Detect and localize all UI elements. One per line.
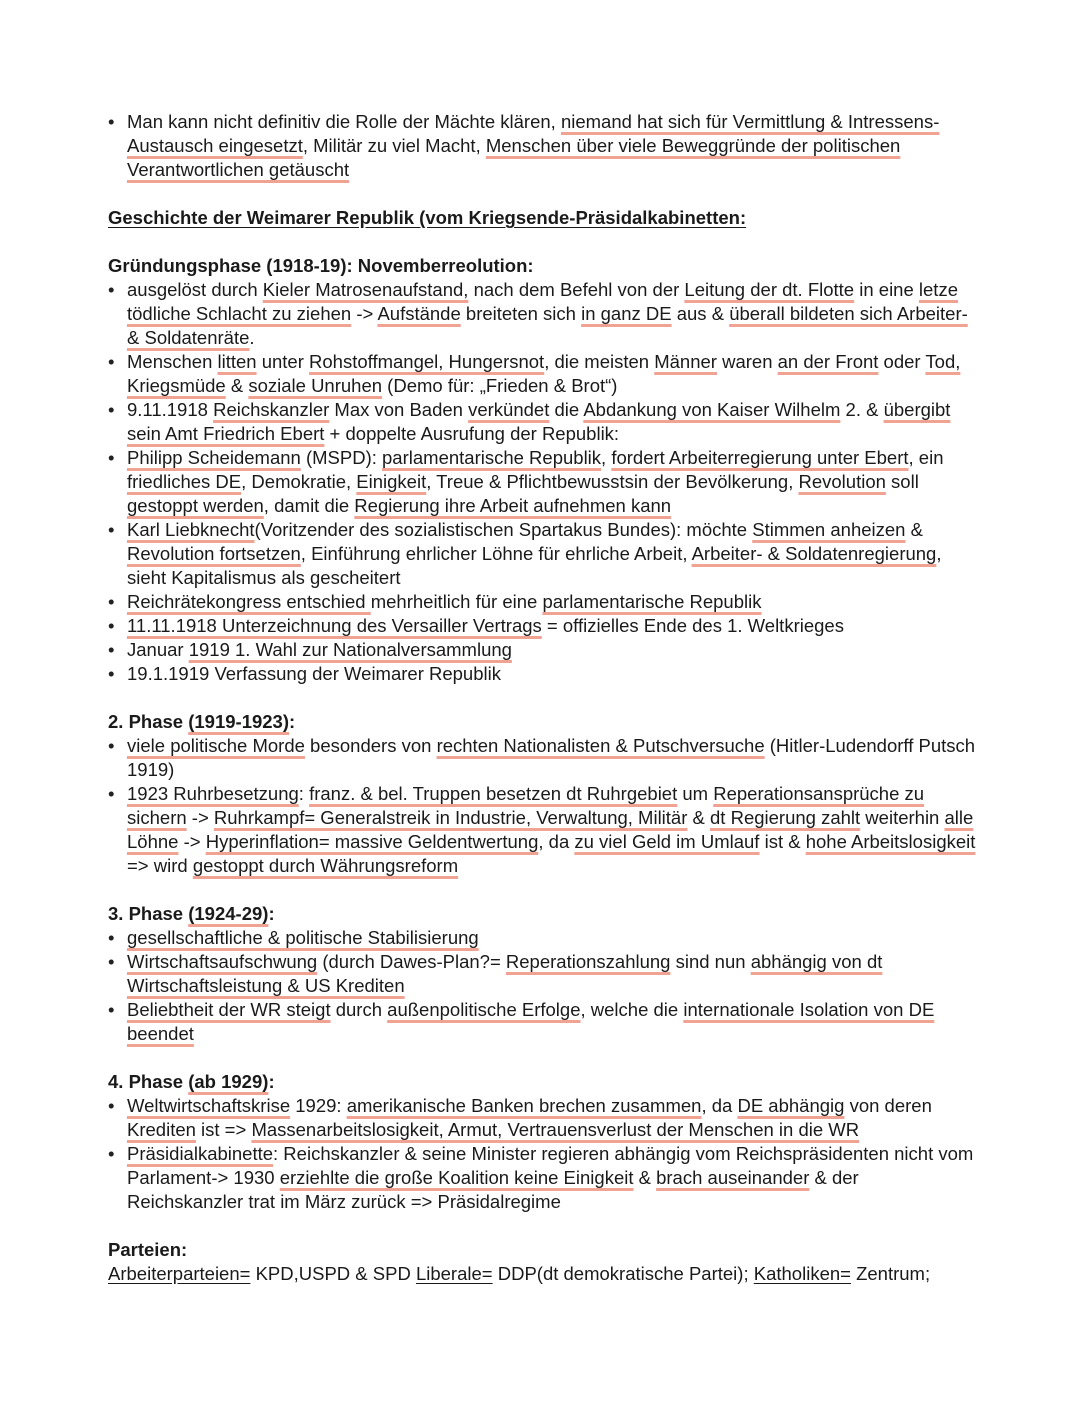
text-segment: die [549,399,584,420]
highlighted-text: Reichrätekongress entschied [127,591,371,612]
text-segment: 1929: [290,1095,347,1116]
text-segment: besonders von [304,735,437,756]
phase-4-section [108,1070,980,1214]
text-segment: , [601,447,612,468]
list-item [108,950,980,998]
highlighted-text: Karl Liebknecht [127,519,255,540]
list-item [108,446,980,518]
highlighted-text: Abdankung von Kaiser Wilhelm [583,399,841,420]
highlighted-text: dt Regierung zahlt [710,807,861,828]
text-segment: breiteten sich [460,303,582,324]
text-segment: & [633,1167,657,1188]
text-segment: => wird [127,855,193,876]
list-item [108,350,980,398]
text-segment: sind nun [670,951,751,972]
text-segment: ist & [759,831,806,852]
highlighted-text: 1923 Ruhrbesetzung [127,783,299,804]
highlighted-text: verkündet [468,399,550,420]
phase-2-section [108,710,980,878]
highlighted-text: Präsidialkabinette [127,1143,274,1164]
highlighted-text: Aufstände [377,303,461,324]
list-item [108,1142,980,1214]
highlighted-text: amerikanische Banken brechen zusammen [346,1095,702,1116]
highlighted-text: gesellschaftliche & politische Stabilisierung [127,927,479,948]
phase-4-heading [108,1070,980,1094]
text-segment: -> [351,303,378,324]
phase-4-heading-colon: : [268,1071,275,1092]
highlighted-text: parlamentarische Republik [382,447,602,468]
highlighted-text: letze tödliche Schlacht zu ziehen [127,279,958,324]
highlighted-text: Philipp Scheidemann [127,447,301,468]
phase-3-heading [108,902,980,926]
list-item [108,734,980,782]
list-item [108,1094,980,1142]
text-segment: , Demokratie, [241,471,357,492]
phase-3-heading-years: (1924-29) [188,903,269,924]
text-segment: Max von Baden [329,399,469,420]
text-segment: -> [186,807,214,828]
text-segment: Januar [127,639,189,660]
text-segment: durch [330,999,388,1020]
highlighted-text: Arbeiter- & Soldatenregierung [691,543,937,564]
text-segment: 19.1.1919 Verfassung der Weimarer Republik [127,663,501,684]
highlighted-text: Leitung der dt. Flotte [684,279,855,300]
highlighted-text: Rohstoffmangel, Hungersnot [309,351,545,372]
phase-4-heading-years: (ab 1929) [188,1071,269,1092]
workers-parties-text: KPD,USPD & SPD [250,1263,416,1284]
highlighted-text: 1919 1. Wahl zur Nationalversammlung [188,639,512,660]
phase-3-heading-label: 3. Phase [108,903,189,924]
text-segment: = offizielles Ende des 1. Weltkrieges [541,615,844,636]
text-segment: Menschen [127,351,218,372]
text-segment: (Voritzender des sozialistischen Spartakus Bundes): möchte [254,519,753,540]
highlighted-text: an der Front [777,351,879,372]
text-segment: (Hitler-Ludendorff Putsch 1919) [127,735,976,780]
highlighted-text: überall bildeten sich Arbeiter- & Soldatenräte [127,303,968,348]
text-segment: , welche die [580,999,684,1020]
list-item [108,782,980,878]
highlighted-text: außenpolitische Erfolge [387,999,581,1020]
text-segment: , damit die [263,495,355,516]
document-title: Geschichte der Weimarer Republik (vom Kriegsende-Präsidalkabinetten: [108,207,747,228]
text-segment: 2. & [840,399,884,420]
text-segment: nach dem Befehl von der [468,279,685,300]
highlighted-text: gestoppt werden [127,495,264,516]
phase-2-heading-colon: : [289,711,296,732]
highlighted-text: 11.11.1918 Unterzeichnung des Versailler Vertrags [127,615,542,636]
highlighted-text: alle Löhne [127,807,974,852]
text-segment: , da [701,1095,738,1116]
highlighted-text: Reperationszahlung [505,951,671,972]
text-segment: -> [178,831,206,852]
highlighted-text: Weltwirtschaftskrise [127,1095,291,1116]
highlighted-text: fordert Arbeiterregierung unter Ebert [611,447,909,468]
workers-parties-label: Arbeiterparteien= [108,1263,251,1284]
highlighted-text: Menschen über viele Beweggründe der politischen Verantwortlichen getäuscht [127,135,901,180]
text-segment: um [677,783,714,804]
text-segment: waren [716,351,778,372]
text-segment: aus & [671,303,730,324]
parties-section [108,1238,980,1286]
list-item [108,518,980,590]
highlighted-text: abhängig von dt Wirtschaftsleistung & US Krediten [127,951,883,996]
highlighted-text: DE abhängig [737,1095,845,1116]
text-segment: : Reichskanzler & seine Minister regieren abhängig vom Reichspräsidenten nicht vom Parlament-> 1930 [127,1143,974,1188]
highlighted-text: Reperationsansprüche zu sichern [127,783,925,828]
phase-3-section [108,902,980,1046]
text-segment: , Einführung ehrlicher Löhne für ehrliche Arbeit, [300,543,692,564]
highlighted-text: internationale Isolation von DE beendet [127,999,935,1044]
highlighted-text: Männer [654,351,717,372]
text-segment: , die meisten [544,351,655,372]
text-segment: , da [538,831,575,852]
liberals-label: Liberale= [415,1263,493,1284]
text-segment: (Demo für: „Frieden & Brot“) [382,375,618,396]
highlighted-text: hohe Arbeitslosigkeit [805,831,976,852]
highlighted-text: Revolution [798,471,886,492]
parties-heading: Parteien: [108,1239,188,1260]
parties-line [108,1262,980,1286]
highlighted-text: in ganz DE [581,303,672,324]
phase-1-heading: Gründungsphase (1918-19): Novemberreolution: [108,255,534,276]
text-segment: , Treue & Pflichtbewusstsin der Bevölkerung, [426,471,799,492]
highlighted-text: Stimmen anheizen [752,519,906,540]
highlighted-text: übergibt sein Amt Friedrich Ebert [127,399,951,444]
highlighted-text: niemand hat sich für Vermittlung & Intressens-Austausch eingesetzt [127,111,940,156]
text-segment: von deren [844,1095,932,1116]
highlighted-text: Reichskanzler [213,399,330,420]
highlighted-text: rechten Nationalisten & Putschversuche [436,735,765,756]
highlighted-text: franz. & bel. Truppen besetzen dt Ruhrgebiet [309,783,678,804]
catholics-text: Zentrum; [850,1263,931,1284]
highlighted-text: Wirtschaftsaufschwung [127,951,318,972]
phase-1-section [108,254,980,686]
list-item [108,110,980,182]
list-item [108,662,980,686]
highlighted-text: Hyperinflation= massive Geldentwertung [205,831,539,852]
text-segment: Man kann nicht definitiv die Rolle der Mächte klären, [127,111,561,132]
highlighted-text: Massenarbeitslosigkeit, Armut, Vertrauensverlust der Menschen in die WR [251,1119,860,1140]
list-item [108,398,980,446]
highlighted-text: soziale Unruhen [248,375,383,396]
text-segment: soll [885,471,919,492]
text-segment: & [687,807,711,828]
highlighted-text: parlamentarische Republik [542,591,762,612]
highlighted-text: Kieler Matrosenaufstand, [262,279,469,300]
phase-4-heading-label: 4. Phase [108,1071,189,1092]
list-item [108,998,980,1046]
phase-2-heading [108,710,980,734]
highlighted-text: Einigkeit [356,471,427,492]
text-segment: + doppelte Ausrufung der Republik: [324,423,620,444]
intro-list [108,110,980,182]
highlighted-text: Tod, Kriegsmüde [127,351,961,396]
text-segment: ist => [195,1119,252,1140]
highlighted-text: Ruhrkampf= Generalstreik in Industrie, Verwaltung, Militär [213,807,688,828]
list-item [108,638,980,662]
list-item [108,278,980,350]
highlighted-text: litten [217,351,257,372]
highlighted-text: friedliches DE [127,471,242,492]
text-segment: in eine [854,279,919,300]
list-item [108,590,980,614]
highlighted-text: Revolution fortsetzen [127,543,301,564]
phase-2-heading-label: 2. Phase [108,711,189,732]
phase-1-list [108,278,980,686]
highlighted-text: zu viel Geld im Umlauf [574,831,760,852]
text-segment: weiterhin [860,807,945,828]
phase-3-list [108,926,980,1046]
phase-4-list [108,1094,980,1214]
highlighted-text: brach auseinander [656,1167,810,1188]
text-segment: unter [256,351,310,372]
text-segment: mehrheitlich für eine [370,591,543,612]
text-segment: (durch Dawes-Plan?= [317,951,506,972]
text-segment: & [905,519,923,540]
highlighted-text: gestoppt durch Währungsreform [192,855,459,876]
phase-2-list [108,734,980,878]
text-segment: , Militär zu viel Macht, [302,135,486,156]
liberals-text: DDP(dt demokratische Partei); [492,1263,754,1284]
text-segment: ausgelöst durch [127,279,263,300]
highlighted-text: Krediten [127,1119,196,1140]
phase-3-heading-colon: : [268,903,275,924]
text-segment: , sieht Kapitalismus als gescheitert [127,543,942,588]
text-segment: (MSPD): [300,447,383,468]
text-segment: , ein [908,447,944,468]
catholics-label: Katholiken= [753,1263,851,1284]
text-segment: & [225,375,249,396]
text-segment: oder [878,351,926,372]
highlighted-text: Beliebtheit der WR steigt [127,999,331,1020]
phase-2-heading-years: (1919-1923) [188,711,290,732]
list-item [108,614,980,638]
highlighted-text: Regierung ihre Arbeit aufnehmen kann [354,495,672,516]
highlighted-text: viele politische Morde [127,735,305,756]
highlighted-text: erziehlte die große Koalition keine Einigkeit [279,1167,634,1188]
list-item [108,926,980,950]
text-segment: & der Reichskanzler trat im März zurück => Präsidalregime [127,1167,859,1212]
text-segment: 9.11.1918 [127,399,214,420]
text-segment: : [298,783,310,804]
text-segment: . [249,327,255,348]
